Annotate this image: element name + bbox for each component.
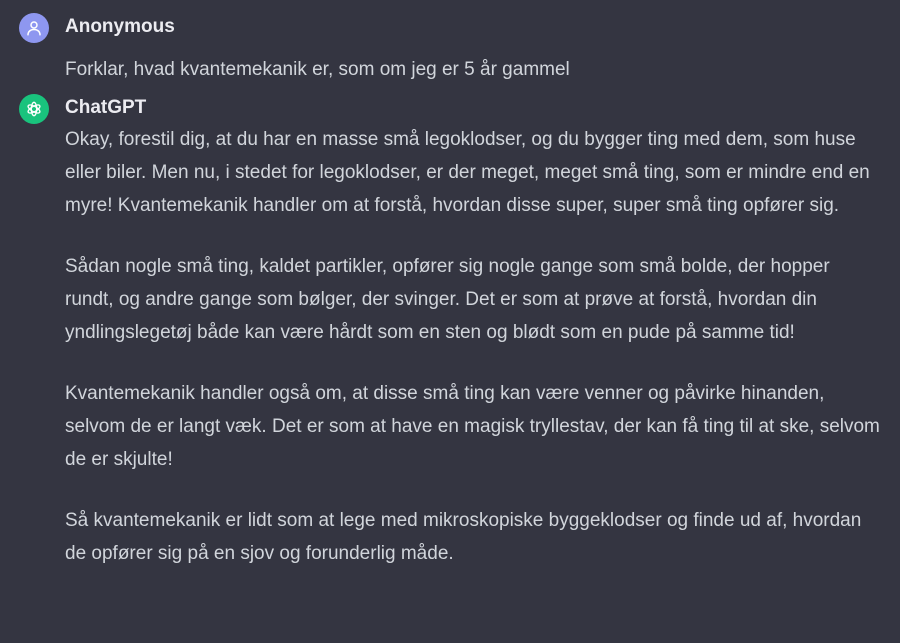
user-message-paragraph: Forklar, hvad kvantemekanik er, som om jeg er 5 år gammel [65, 59, 570, 80]
assistant-message-text [65, 123, 880, 598]
user-author-name: Anonymous [65, 16, 175, 37]
user-icon [25, 19, 43, 37]
assistant-paragraph-4: Så kvantemekanik er lidt som at lege med mikroskopiske byggeklodser og finde ud af, hvordan de opfører sig på en sjov og forunderlig måde. [65, 510, 862, 564]
assistant-paragraph-2: Sådan nogle små ting, kaldet partikler, opfører sig nogle gange som små bolde, der hopper rundt, og andre gange som bølger, der svinger. Det er som at prøve at forstå, hvordan din yndlingslegetøj både kan være hårdt som en sten og blødt som en pude på samme tid! [65, 256, 830, 343]
assistant-paragraph-1: Okay, forestil dig, at du har en masse små legoklodser, og du bygger ting med dem, som huse eller biler. Men nu, i stedet for legoklodser, er der meget, meget små ting, som er mindre end en myre! Kvantemekanik handler om at forstå, hvordan disse super, super små ting opfører sig. [65, 129, 870, 216]
user-message-text [65, 53, 880, 86]
openai-logo-icon [24, 99, 44, 119]
assistant-author-name: ChatGPT [65, 97, 147, 118]
assistant-avatar [19, 94, 49, 124]
user-avatar [19, 13, 49, 43]
assistant-paragraph-3: Kvantemekanik handler også om, at disse små ting kan være venner og påvirke hinanden, selvom de er langt væk. Det er som at have en magisk tryllestav, der kan få ting til at ske, selvom de er skjulte! [65, 383, 880, 470]
